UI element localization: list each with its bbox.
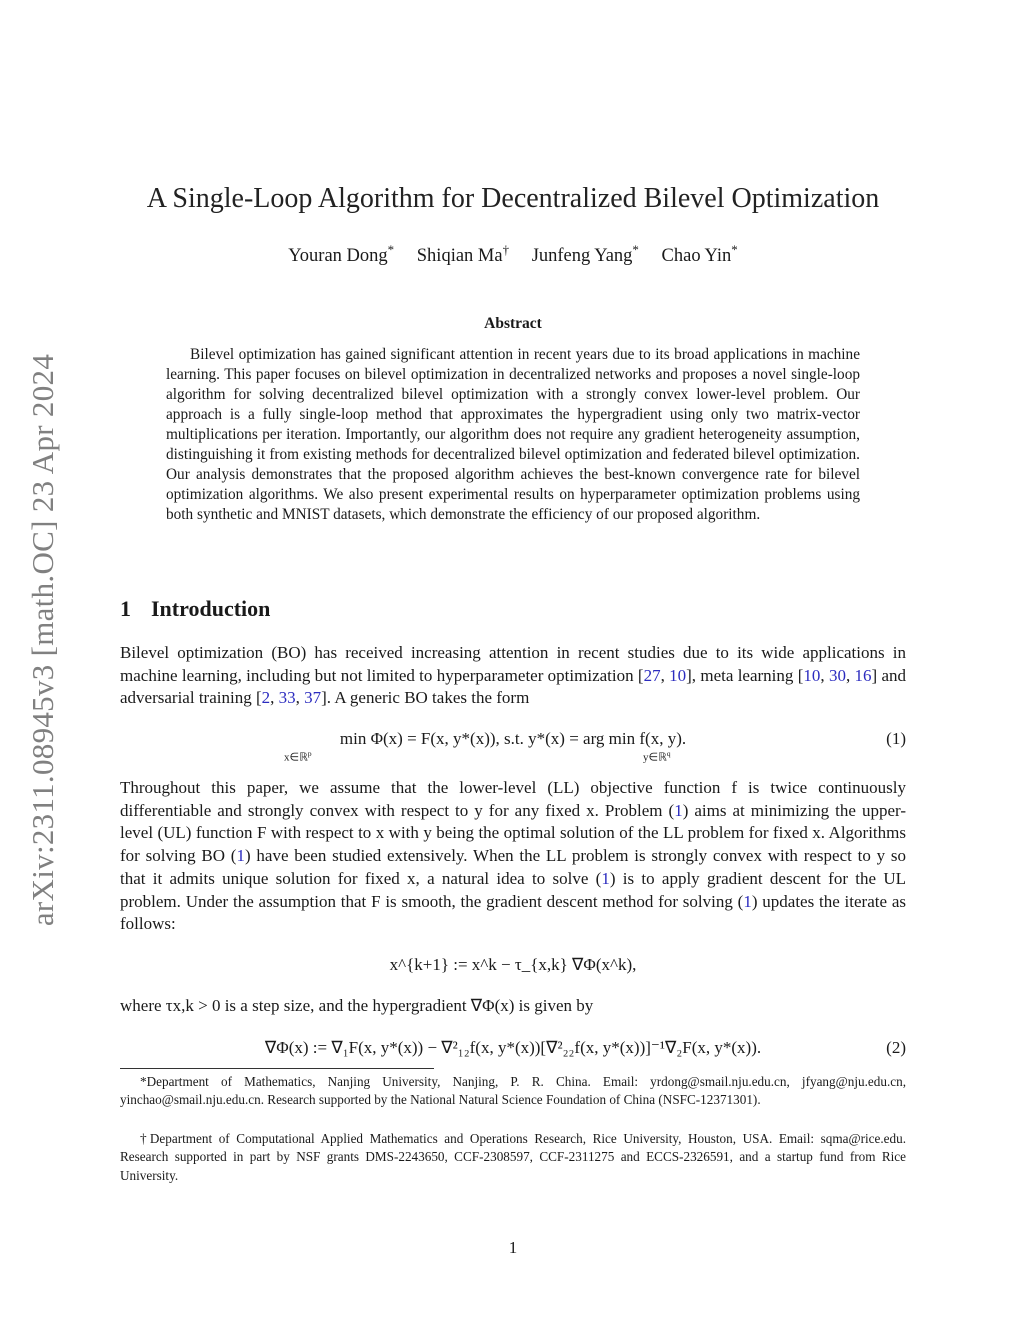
author-list [120, 242, 906, 267]
intro-paragraph-1: Bilevel optimization (BO) has received increasing attention in recent studies due to its wide applications in machine learning, including but not limited to hyperparameter optimization [27, 10], meta learning [10, 30, 16] and adversarial training [2, 33, 37]. A generic BO takes the form [120, 643, 907, 708]
author-1: Youran Dong* [288, 242, 395, 267]
equation-ref-link[interactable]: 1 [743, 891, 752, 911]
abstract-heading: Abstract [484, 315, 542, 332]
equation-1-argmin-subscript: y∈ℝ$^q$ [643, 749, 671, 764]
abstract-text: Bilevel optimization has gained significant attention in recent years due to its broad applications in machine learning. This paper focuses on bilevel optimization in decentralized networks and proposes a novel single-loop algorithm for solving decentralized bilevel optimization with a strongly convex lower-level problem. Our approach is a fully single-loop method that approximates the hypergradient using only two matrix-vector multiplications per iteration. Importantly, our algorithm does not require any gradient heterogeneity assumption, distinguishing it from existing methods for decentralized bilevel optimization and federated bilevel optimization. Our analysis demonstrates that the proposed algorithm achieves the best-known convergence rate for bilevel optimization algorithms. We also present experimental results on hyperparameter optimization problems using both synthetic and MNIST datasets, which demonstrate the efficiency of our proposed algorithm. [166, 346, 860, 523]
author-3: Junfeng Yang* [531, 242, 639, 267]
equation-ref-link[interactable]: 1 [674, 800, 683, 820]
footnote-1: *Department of Mathematics, Nanjing University, Nanjing, P. R. China. Email: yrdong@smail.nju.edu.cn, jfyang@nju.edu.cn, yinchao@smail.nju.edu.cn. Research supported by the National Natural Science Foundation of China (NSFC-12371301). [120, 1074, 906, 1108]
citation-link[interactable]: 37 [304, 688, 322, 708]
citation-link[interactable]: 30 [828, 665, 846, 685]
equation-1-body: min Φ(x) = F(x, y*(x)), s.t. y*(x) = arg min f(x, y). [339, 729, 687, 748]
equation-1-min-subscript: x∈ℝ$^p$ [284, 749, 312, 764]
arxiv-stamp: arXiv:2311.08945v3 [math.OC] 23 Apr 2024 [25, 353, 60, 927]
page-number: 1 [508, 1238, 518, 1257]
intro-paragraph-2: Throughout this paper, we assume that the lower-level (LL) objective function f is twice continuously differentiable and strongly convex with respect to y for any fixed x. Problem (1) aims at minimizing the upper-level (UL) function F with respect to x with y being the optimal solution of the LL problem for fixed x. Algorithms for solving BO (1) have been studied extensively. When the LL problem is strongly convex with respect to y so that it admits unique solution for fixed x, a natural idea to solve (1) is to apply gradient descent for the UL problem. Under the assumption that F is smooth, the gradient descent method for solving (1) updates the iterate as follows: [120, 778, 907, 934]
footnote-divider [120, 1068, 434, 1069]
equation-ref-link[interactable]: 1 [601, 868, 610, 888]
equation-2-number: (2) [886, 1038, 906, 1057]
equation-2-body: ∇Φ(x) := ∇₁F(x, y*(x)) − ∇²₁₂f(x, y*(x))[∇²₂₂f(x, y*(x))]⁻¹∇₂F(x, y*(x)). [264, 1038, 762, 1057]
footnote-2: †Department of Computational Applied Mathematics and Operations Research, Rice University, Houston, USA. Email: sqma@rice.edu. Research supported in part by NSF grants DMS-2243650, CCF-2308597, CCF-2311275 and ECCS-2326591, and a startup fund from Rice University. [120, 1131, 906, 1183]
update-equation-body: x^{k+1} := x^k − τ_{x,k} ∇Φ(x^k), [389, 955, 637, 974]
equation-ref-link[interactable]: 1 [236, 846, 245, 866]
equation-1-number: (1) [886, 729, 906, 748]
section-heading: 1 Introduction [120, 596, 271, 621]
citation-link[interactable]: 16 [854, 665, 872, 685]
author-2: Shiqian Ma† [416, 242, 510, 267]
paper-title: A Single-Loop Algorithm for Decentralized Bilevel Optimization [146, 183, 880, 214]
intro-paragraph-3: where τx,k > 0 is a step size, and the hypergradient ∇Φ(x) is given by [120, 996, 594, 1015]
author-4: Chao Yin* [661, 242, 738, 267]
citation-link[interactable]: 33 [278, 688, 296, 708]
citation-link[interactable]: 2 [261, 688, 271, 708]
citation-link[interactable]: 10 [803, 665, 821, 685]
citation-link[interactable]: 27 [643, 665, 661, 685]
citation-link[interactable]: 10 [669, 665, 687, 685]
